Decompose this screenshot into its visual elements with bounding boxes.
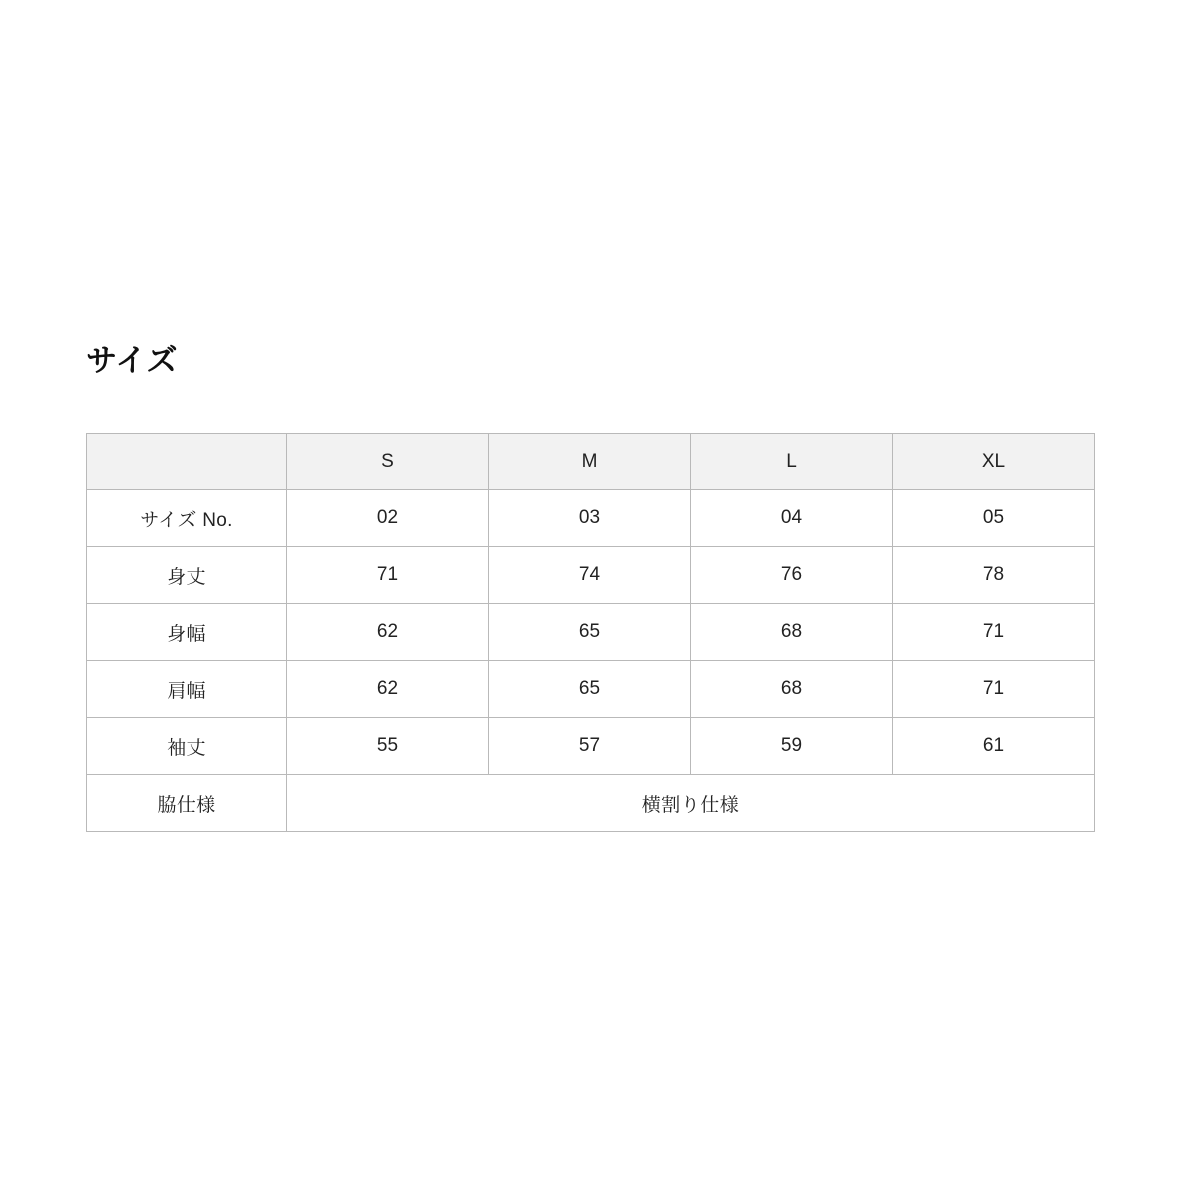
row-value: 71 bbox=[893, 604, 1095, 661]
table-row bbox=[87, 490, 1095, 547]
row-value: 02 bbox=[287, 490, 489, 547]
column-header-l: L bbox=[691, 434, 893, 490]
table-row bbox=[87, 661, 1095, 718]
row-value: 55 bbox=[287, 718, 489, 775]
page-title: サイズ bbox=[86, 343, 179, 378]
row-label: 身丈 bbox=[87, 547, 287, 604]
row-label: 肩幅 bbox=[87, 661, 287, 718]
row-value: 68 bbox=[691, 661, 893, 718]
row-label: 身幅 bbox=[87, 604, 287, 661]
row-value: 05 bbox=[893, 490, 1095, 547]
row-value: 62 bbox=[287, 604, 489, 661]
table-row bbox=[87, 718, 1095, 775]
row-value: 65 bbox=[489, 661, 691, 718]
row-value-merged: 横割り仕様 bbox=[287, 775, 1095, 832]
row-label: サイズ No. bbox=[87, 490, 287, 547]
row-value: 04 bbox=[691, 490, 893, 547]
row-value: 71 bbox=[893, 661, 1095, 718]
row-value: 57 bbox=[489, 718, 691, 775]
table-row bbox=[87, 775, 1095, 832]
row-value: 65 bbox=[489, 604, 691, 661]
table-header-row bbox=[87, 434, 1095, 490]
column-header-m: M bbox=[489, 434, 691, 490]
row-value: 62 bbox=[287, 661, 489, 718]
table-corner-cell bbox=[87, 434, 287, 490]
table-row bbox=[87, 547, 1095, 604]
row-value: 03 bbox=[489, 490, 691, 547]
column-header-s: S bbox=[287, 434, 489, 490]
row-value: 71 bbox=[287, 547, 489, 604]
row-value: 68 bbox=[691, 604, 893, 661]
row-value: 59 bbox=[691, 718, 893, 775]
column-header-xl: XL bbox=[893, 434, 1095, 490]
size-table bbox=[86, 433, 1095, 832]
row-label: 脇仕様 bbox=[87, 775, 287, 832]
table-row bbox=[87, 604, 1095, 661]
row-value: 61 bbox=[893, 718, 1095, 775]
row-label: 袖丈 bbox=[87, 718, 287, 775]
row-value: 76 bbox=[691, 547, 893, 604]
row-value: 74 bbox=[489, 547, 691, 604]
row-value: 78 bbox=[893, 547, 1095, 604]
